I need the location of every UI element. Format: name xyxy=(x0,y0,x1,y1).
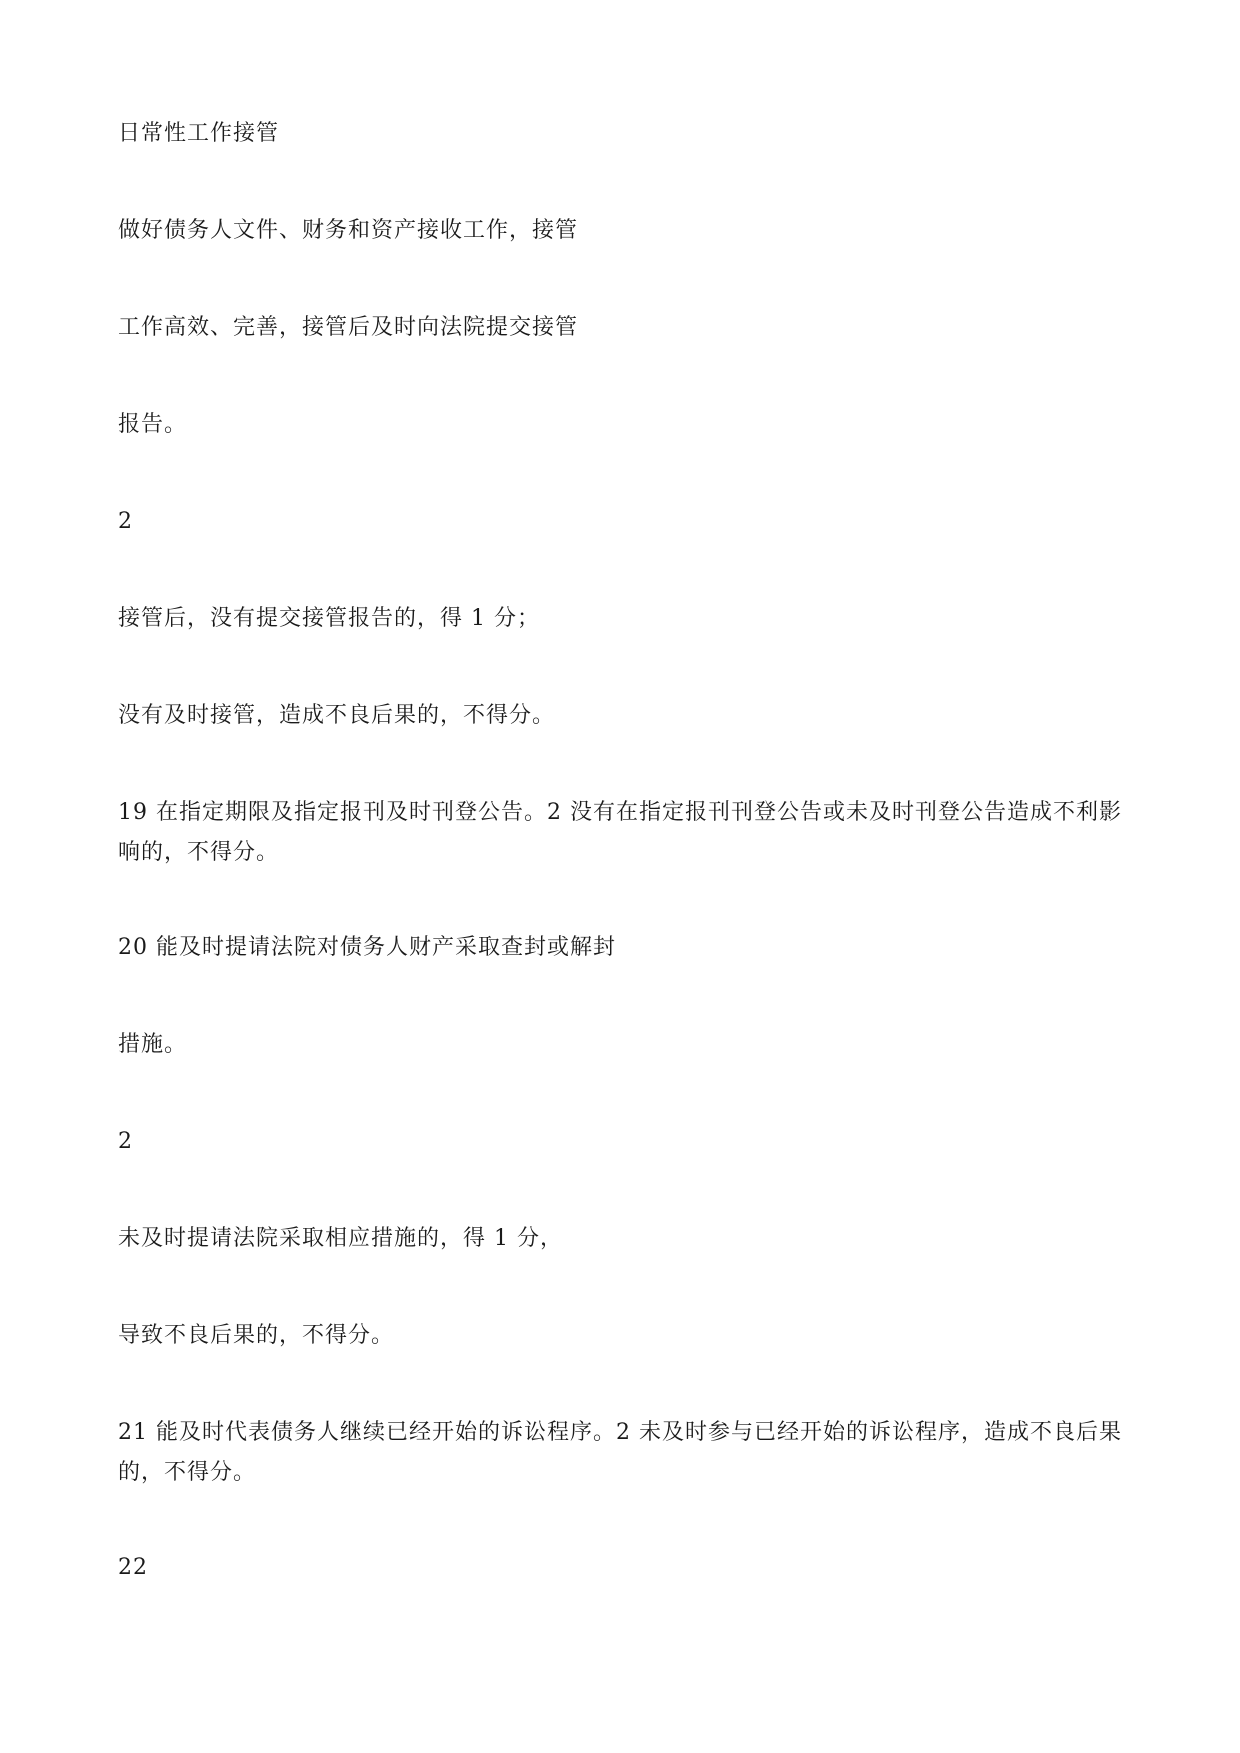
paragraph-takeover-line-1: 做好债务人文件、财务和资产接收工作，接管 xyxy=(118,218,579,243)
paragraph-item-19: 19 在指定期限及指定报刊及时刊登公告。2 没有在指定报刊刊登公告或未及时刊登公告造成不利影响的，不得分。 xyxy=(118,800,1122,865)
paragraph-item-21: 21 能及时代表债务人继续已经开始的诉讼程序。2 未及时参与已经开始的诉讼程序，造成不良后果的，不得分。 xyxy=(118,1420,1122,1485)
paragraph-takeover-line-3: 报告。 xyxy=(118,412,188,437)
paragraph-daily-takeover-heading: 日常性工作接管 xyxy=(118,121,280,146)
paragraph-takeover-criteria-1: 接管后，没有提交接管报告的，得 1 分； xyxy=(118,606,540,631)
paragraph-takeover-line-2: 工作高效、完善，接管后及时向法院提交接管 xyxy=(118,315,579,340)
paragraph-takeover-criteria-2: 没有及时接管，造成不良后果的，不得分。 xyxy=(118,703,556,728)
paragraph-item-20-criteria-2: 导致不良后果的，不得分。 xyxy=(118,1323,395,1348)
paragraph-item-22: 22 xyxy=(118,1555,148,1580)
paragraph-item-20-line-1: 20 能及时提请法院对债务人财产采取查封或解封 xyxy=(118,935,616,960)
paragraph-item-20-criteria-1: 未及时提请法院采取相应措施的，得 1 分， xyxy=(118,1226,563,1251)
paragraph-item-20-line-2: 措施。 xyxy=(118,1032,188,1057)
paragraph-score-2-a: 2 xyxy=(118,509,133,534)
paragraph-score-2-b: 2 xyxy=(118,1129,133,1154)
